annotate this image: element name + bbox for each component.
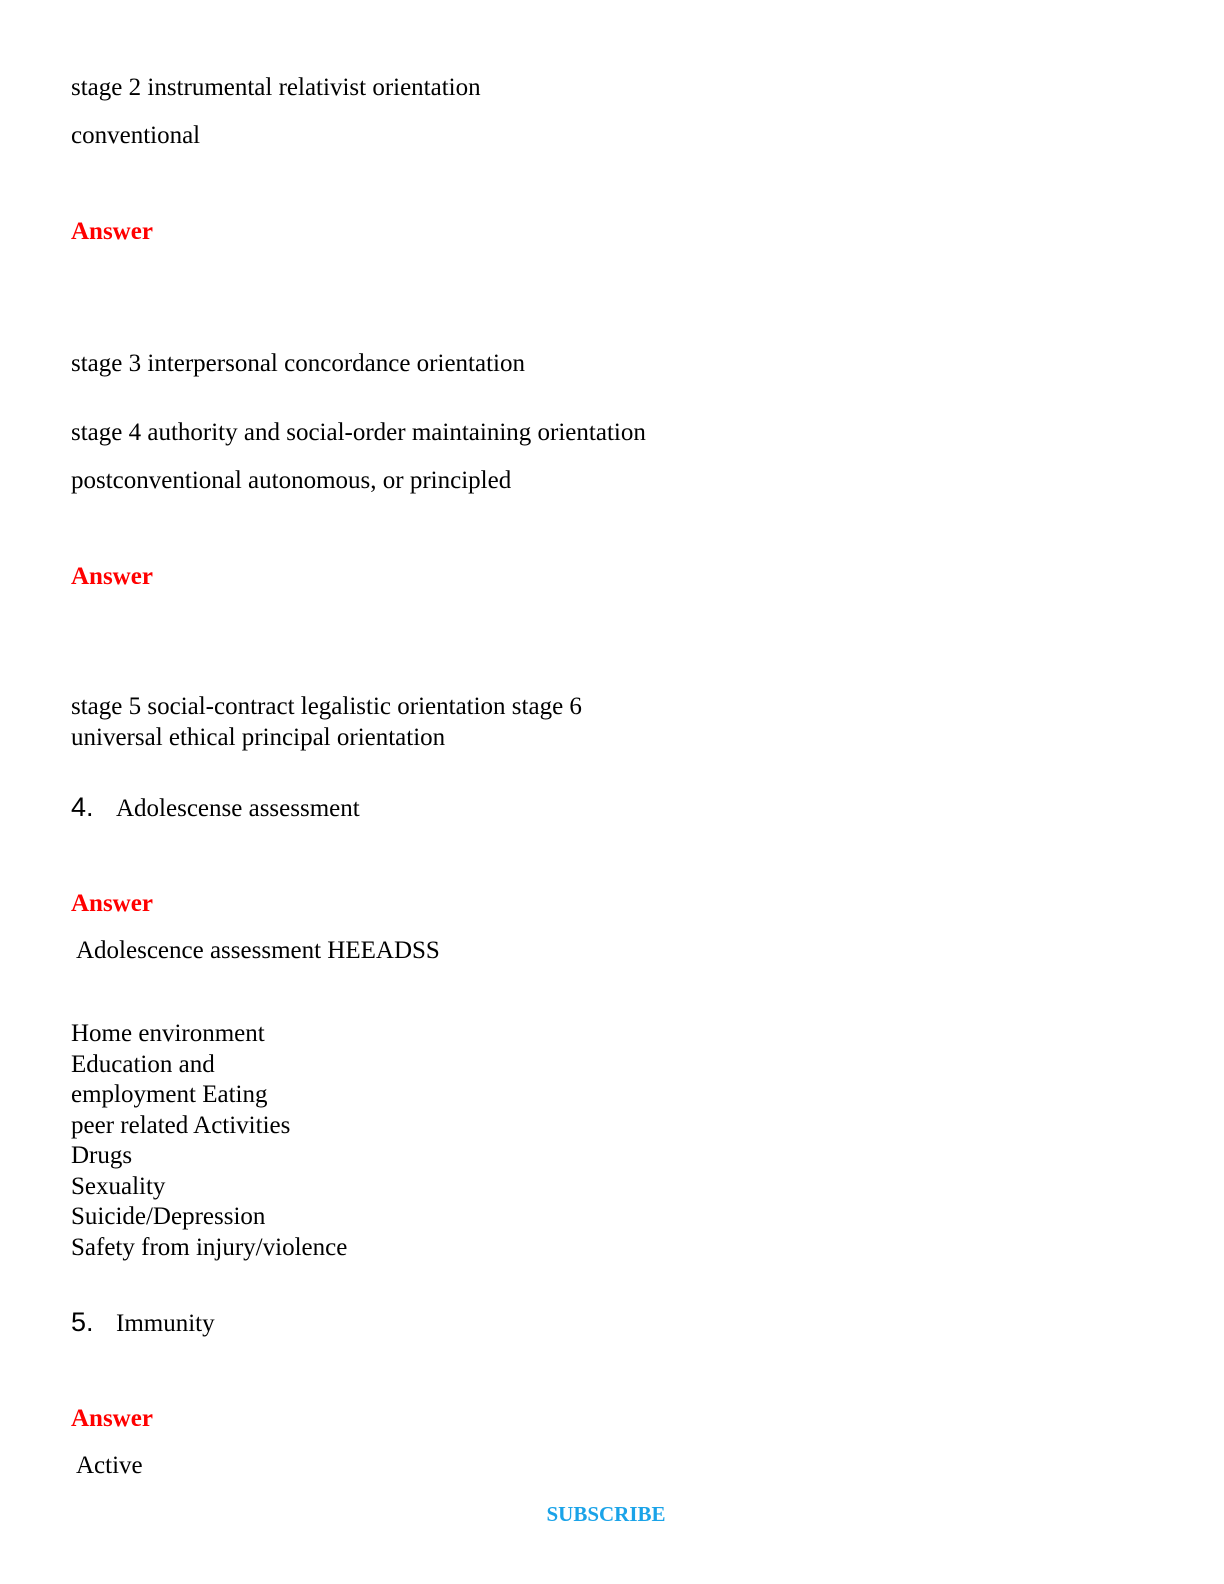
answer-label: Answer: [71, 563, 153, 590]
list-item: employment Eating: [71, 1081, 268, 1108]
list-item: Safety from injury/violence: [71, 1233, 348, 1261]
question-5: [71, 1307, 215, 1339]
list-item: peer related Activities: [71, 1111, 291, 1139]
question-4-text: Adolescense assessment: [116, 795, 360, 822]
question-5-text: Immunity: [116, 1310, 215, 1337]
text-stage-5-line-1: stage 5 social-contract legalistic orientation stage 6: [71, 693, 582, 720]
question-4-number: 4.: [71, 792, 94, 822]
text-stage-3: stage 3 interpersonal concordance orientation: [71, 350, 525, 377]
text-stage-5-line-2: universal ethical principal orientation: [71, 723, 446, 751]
subscribe-link[interactable]: SUBSCRIBE: [546, 1502, 666, 1526]
answer-label: Answer: [71, 890, 153, 917]
answer-label: Answer: [71, 218, 153, 245]
answer-5-text: Active: [76, 1452, 143, 1479]
text-stage-4: stage 4 authority and social-order maintaining orientation: [71, 419, 646, 446]
text-conventional: conventional: [71, 122, 201, 149]
answer-4-heading: Adolescence assessment HEEADSS: [76, 937, 440, 964]
answer-label: Answer: [71, 1405, 153, 1432]
list-item: Sexuality: [71, 1172, 166, 1200]
text-postconventional: postconventional autonomous, or principled: [71, 467, 512, 494]
list-item: Education and: [71, 1050, 215, 1078]
text-stage-2: stage 2 instrumental relativist orientation: [71, 74, 481, 101]
list-item: Home environment: [71, 1020, 265, 1047]
text-stage-5-6: [71, 692, 582, 753]
list-item: Drugs: [71, 1142, 133, 1169]
question-4: [71, 792, 360, 824]
question-5-number: 5.: [71, 1307, 94, 1337]
list-item: Suicide/Depression: [71, 1203, 266, 1230]
heeadss-list: [71, 1019, 347, 1263]
